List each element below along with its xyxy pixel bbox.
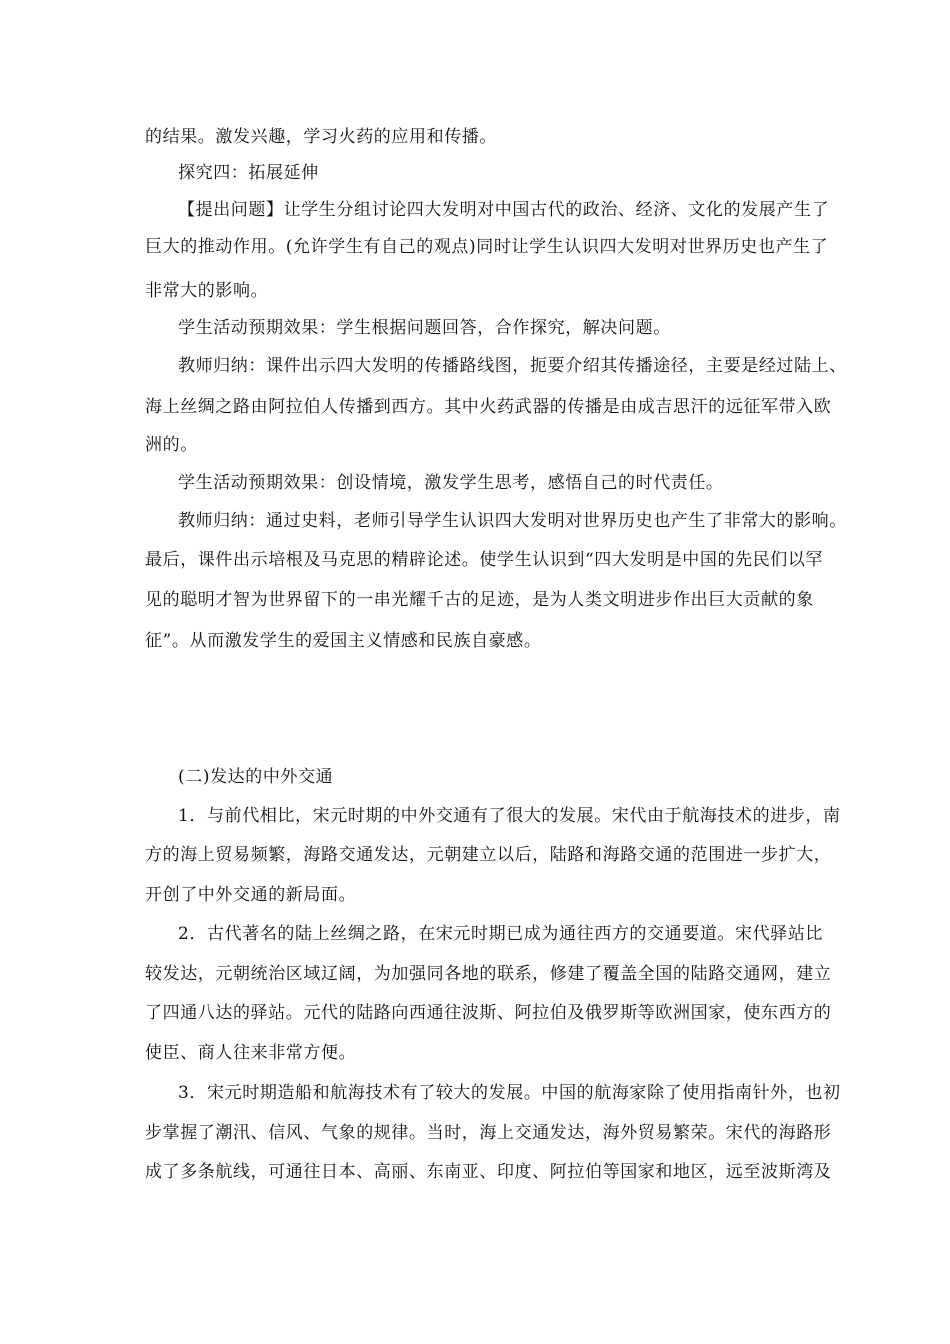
- paragraph-line: 步掌握了潮汛、信风、气象的规律。当时，海上交通发达，海外贸易繁荣。宋代的海路形: [145, 1123, 832, 1143]
- paragraph-line: 1．与前代相比，宋元时期的中外交通有了很大的发展。宋代由于航海技术的进步，南: [178, 806, 841, 826]
- section-heading: 探究四：拓展延伸: [178, 163, 319, 183]
- paragraph-line: 教师归纳：课件出示四大发明的传播路线图，扼要介绍其传播途径，主要是经过陆上、: [178, 356, 847, 376]
- paragraph-line: 学生活动预期效果：创设情境，激发学生思考，感悟自己的时代责任。: [178, 473, 724, 493]
- paragraph-line: 2．古代著名的陆上丝绸之路，在宋元时期已成为通往西方的交通要道。宋代驿站比: [178, 924, 824, 944]
- paragraph-line: 使臣、商人往来非常方便。: [145, 1043, 357, 1063]
- paragraph-line: 了四通八达的驿站。元代的陆路向西通往波斯、阿拉伯及俄罗斯等欧洲国家，使东西方的: [145, 1003, 832, 1023]
- paragraph-line: 开创了中外交通的新局面。: [145, 885, 357, 905]
- paragraph-line: 洲的。: [145, 435, 198, 455]
- paragraph-line: 较发达，元朝统治区域辽阔，为加强同各地的联系，修建了覆盖全国的陆路交通网，建立: [145, 964, 832, 984]
- paragraph-line: 的结果。激发兴趣，学习火药的应用和传播。: [145, 127, 497, 147]
- paragraph-line: 成了多条航线，可通往日本、高丽、东南亚、印度、阿拉伯等国家和地区，远至波斯湾及: [145, 1162, 832, 1182]
- paragraph-line: 教师归纳：通过史料，老师引导学生认识四大发明对世界历史也产生了非常大的影响。: [178, 511, 847, 531]
- paragraph-line: 学生活动预期效果：学生根据问题回答，合作探究，解决问题。: [178, 318, 671, 338]
- paragraph-line: 见的聪明才智为世界留下的一串光耀千古的足迹，是为人类文明进步作出巨大贡献的象: [145, 590, 814, 610]
- paragraph-line: 巨大的推动作用。(允许学生有自己的观点)同时让学生认识四大发明对世界历史也产生了: [145, 237, 829, 257]
- paragraph-line: 海上丝绸之路由阿拉伯人传播到西方。其中火药武器的传播是由成吉思汗的远征军带入欧: [145, 397, 832, 417]
- paragraph-line: 最后，课件出示培根及马克思的精辟论述。使学生认识到“四大发明是中国的先民们以罕: [145, 550, 824, 570]
- paragraph-line: 方的海上贸易频繁，海路交通发达，元朝建立以后，陆路和海路交通的范围进一步扩大，: [145, 845, 832, 865]
- paragraph-line: 征”。从而激发学生的爱国主义情感和民族自豪感。: [145, 631, 542, 651]
- paragraph-line: 非常大的影响。: [145, 281, 269, 301]
- paragraph-line: 【提出问题】让学生分组讨论四大发明对中国古代的政治、经济、文化的发展产生了: [178, 200, 830, 220]
- section-heading: (二)发达的中外交通: [178, 767, 334, 787]
- paragraph-line: 3．宋元时期造船和航海技术有了较大的发展。中国的航海家除了使用指南针外，也初: [178, 1083, 841, 1103]
